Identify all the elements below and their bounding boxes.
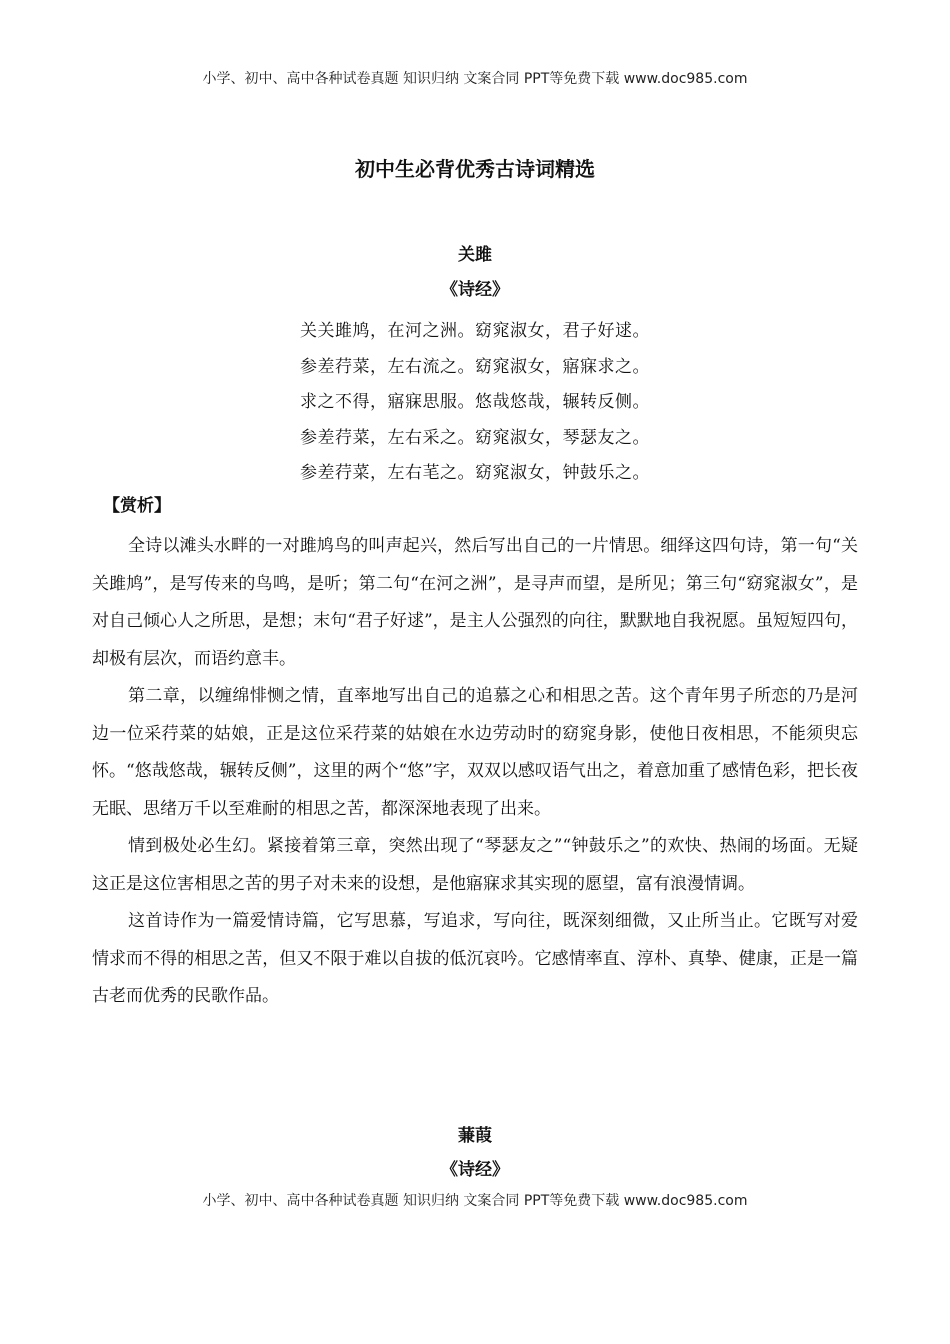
analysis-paragraph: 全诗以滩头水畔的一对雎鸠鸟的叫声起兴，然后写出自己的一片情思。细绎这四句诗，第一句“关关雎鸠”，是写传来的鸟鸣，是听；第二句“在河之洲”，是寻声而望，是所见；第三句“窈窕淑女”，是对自己倾心人之所思，是想；末句“君子好逑”，是主人公强烈的向往，默默地自我祝愿。虽短短四句，却极有层次，而语约意丰。 [92,536,858,669]
verse-line: 求之不得，寤寐思服。悠哉悠哉，辗转反侧。 [300,392,650,412]
poem-source-guanju: 《诗经》 [441,280,509,300]
verse-line: 参差荇菜，左右流之。窈窕淑女，寤寐求之。 [300,356,650,377]
verse-line: 参差荇菜，左右采之。窈窕淑女，琴瑟友之。 [300,427,650,448]
verse-line: 参差荇菜，左右芼之。窈窕淑女，钟鼓乐之。 [300,463,650,483]
poem-verses-guanju [0,314,950,492]
verse-line: 关关雎鸠，在河之洲。窈窕淑女，君子好逑。 [300,321,650,341]
analysis-paragraph: 情到极处必生幻。紧接着第三章，突然出现了“琴瑟友之”“钟鼓乐之”的欢快、热闹的场面。无疑这正是这位害相思之苦的男子对未来的设想，是他寤寐求其实现的愿望，富有浪漫情调。 [92,836,858,894]
page-footer: 小学、初中、高中各种试卷真题 知识归纳 文案合同 PPT等免费下载 www.doc985.com [202,1193,748,1209]
poem-title-guanju: 关雎 [458,245,492,265]
document-title: 初中生必背优秀古诗词精选 [355,157,595,181]
poem-title-jianjia: 蒹葭 [458,1126,492,1146]
analysis-paragraph: 这首诗作为一篇爱情诗篇，它写思慕，写追求，写向往，既深刻细微，又止所当止。它既写对爱情求而不得的相思之苦，但又不限于难以自拔的低沉哀吟。它感情率直、淳朴、真挚、健康，正是一篇古老而优秀的民歌作品。 [92,911,858,1006]
page-header: 小学、初中、高中各种试卷真题 知识归纳 文案合同 PPT等免费下载 www.doc985.com [202,71,748,87]
analysis-label: 【赏析】 [103,496,171,516]
analysis-paragraph: 第二章，以缠绵悱恻之情，直率地写出自己的追慕之心和相思之苦。这个青年男子所恋的乃是河边一位采荇菜的姑娘，正是这位采荇菜的姑娘在水边劳动时的窈窕身影，使他日夜相思，不能须臾忘怀。“悠哉悠哉，辗转反侧”，这里的两个“悠”字，双双以感叹语气出之，着意加重了感情色彩，把长夜无眠、思绪万千以至难耐的相思之苦，都深深地表现了出来。 [92,686,858,819]
poem-source-jianjia: 《诗经》 [441,1160,509,1180]
analysis-body [92,528,858,1016]
